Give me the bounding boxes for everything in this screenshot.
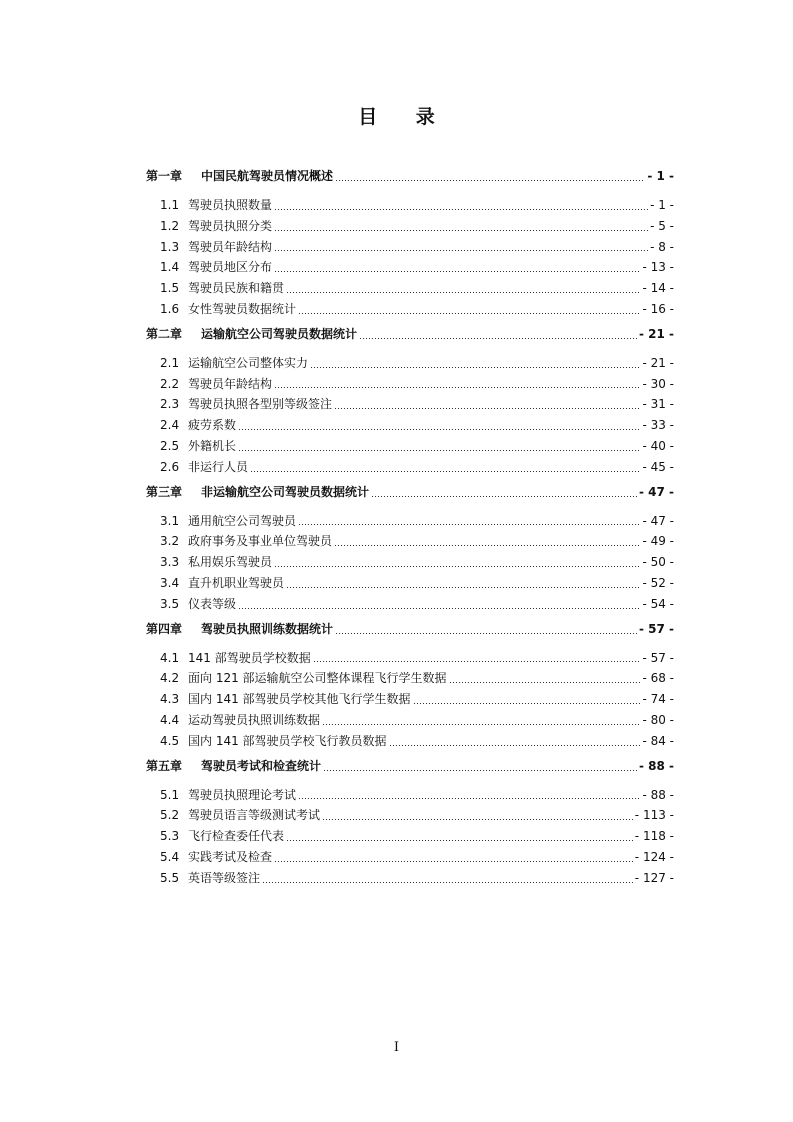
chapter-title: 运输航空公司驾驶员数据统计	[201, 326, 358, 341]
toc-section-entry[interactable]	[146, 511, 674, 532]
chapter-number: 第五章	[146, 758, 183, 773]
section-page-number: - 45 -	[642, 459, 674, 474]
section-number: 2.1	[160, 355, 180, 370]
dot-leader	[449, 682, 641, 683]
section-number: 2.4	[160, 418, 180, 433]
section-number: 4.5	[160, 733, 180, 748]
toc-section-entry[interactable]	[146, 648, 674, 669]
section-page-number: - 30 -	[642, 376, 674, 391]
toc-section-entry[interactable]	[146, 552, 674, 573]
dot-leader	[298, 798, 640, 799]
section-page-number: - 47 -	[642, 513, 674, 528]
toc-chapter-entry[interactable]	[146, 166, 674, 187]
section-number: 3.5	[160, 596, 180, 611]
section-page-number: - 57 -	[642, 650, 674, 665]
dot-leader	[359, 338, 637, 339]
section-number: 1.1	[160, 198, 180, 212]
section-list	[146, 785, 674, 889]
dot-leader	[334, 545, 640, 546]
section-title: 政府事务及事业单位驾驶员	[188, 534, 333, 549]
toc-section-entry[interactable]	[146, 353, 674, 374]
dot-leader	[323, 770, 637, 771]
toc-section-entry[interactable]	[146, 299, 674, 320]
section-title: 非运行人员	[188, 459, 249, 474]
toc-chapter-entry[interactable]	[146, 619, 674, 640]
section-page-number: - 54 -	[642, 596, 674, 611]
section-page-number: - 127 -	[634, 870, 674, 885]
chapter-title: 驾驶员执照训练数据统计	[201, 621, 334, 636]
section-number: 3.4	[160, 575, 180, 590]
section-title: 通用航空公司驾驶员	[188, 513, 297, 528]
chapter-page-number: - 47 -	[638, 484, 674, 499]
section-number: 1.6	[160, 301, 180, 316]
dot-leader	[274, 387, 640, 388]
section-number: 4.3	[160, 692, 180, 707]
section-page-number: - 49 -	[642, 534, 674, 549]
dot-leader	[389, 745, 641, 746]
dot-leader	[298, 524, 640, 525]
chapter-number: 第四章	[146, 621, 183, 636]
section-list	[146, 648, 674, 752]
dot-leader	[335, 633, 637, 634]
toc-section-entry[interactable]	[146, 594, 674, 615]
section-number: 2.2	[160, 376, 180, 391]
section-title: 英语等级签注	[188, 870, 261, 885]
section-page-number: - 118 -	[634, 829, 674, 844]
toc-chapter-entry[interactable]	[146, 756, 674, 777]
page-title: 目 录	[358, 106, 451, 128]
section-title: 驾驶员语言等级测试考试	[188, 808, 321, 823]
toc-section-entry[interactable]	[146, 731, 674, 752]
section-title: 驾驶员地区分布	[188, 260, 273, 275]
dot-leader	[274, 861, 633, 862]
section-title: 141 部驾驶员学校数据	[188, 650, 311, 665]
section-number: 2.6	[160, 459, 180, 474]
section-title: 驾驶员执照理论考试	[188, 787, 297, 802]
section-title: 私用娱乐驾驶员	[188, 555, 273, 570]
section-title: 面向 121 部运输航空公司整体课程飞行学生数据	[188, 671, 447, 686]
section-page-number: - 13 -	[642, 260, 674, 275]
section-title: 国内 141 部驾驶员学校飞行教员数据	[188, 733, 387, 748]
toc-section-entry[interactable]	[146, 195, 674, 216]
section-page-number: - 50 -	[642, 555, 674, 570]
chapter-title: 非运输航空公司驾驶员数据统计	[201, 484, 370, 499]
section-title: 驾驶员执照数量	[188, 198, 273, 212]
section-page-number: - 21 -	[642, 355, 674, 370]
section-title: 驾驶员民族和籍贯	[188, 281, 285, 296]
toc-section-entry[interactable]	[146, 805, 674, 826]
dot-leader	[274, 209, 648, 210]
chapter-group	[146, 619, 674, 752]
section-number: 2.3	[160, 397, 180, 412]
section-number: 3.2	[160, 534, 180, 549]
dot-leader	[286, 292, 640, 293]
section-page-number: - 31 -	[642, 397, 674, 412]
section-page-number: - 52 -	[642, 575, 674, 590]
toc-section-entry[interactable]	[146, 826, 674, 847]
toc-section-entry[interactable]	[146, 216, 674, 237]
toc-section-entry[interactable]	[146, 847, 674, 868]
chapter-page-number: - 88 -	[638, 758, 674, 773]
section-page-number: - 74 -	[642, 692, 674, 707]
section-list	[146, 511, 674, 615]
chapter-number: 第三章	[146, 484, 183, 499]
chapter-title: 驾驶员考试和检查统计	[201, 758, 322, 773]
section-title: 国内 141 部驾驶员学校其他飞行学生数据	[188, 692, 411, 707]
section-number: 4.2	[160, 671, 180, 686]
dot-leader	[286, 587, 640, 588]
dot-leader	[238, 450, 640, 451]
section-title: 女性驾驶员数据统计	[188, 301, 297, 316]
dot-leader	[274, 566, 640, 567]
section-title: 实践考试及检查	[188, 849, 273, 864]
section-page-number: - 80 -	[642, 712, 674, 727]
chapter-group	[146, 166, 674, 320]
section-list	[146, 195, 674, 320]
section-page-number: - 113 -	[634, 808, 674, 823]
dot-leader	[334, 408, 640, 409]
toc-chapter-entry[interactable]	[146, 482, 674, 503]
dot-leader	[322, 724, 640, 725]
dot-leader	[413, 703, 641, 704]
chapter-page-number: - 21 -	[638, 326, 674, 341]
section-number: 1.2	[160, 218, 180, 233]
section-page-number: - 5 -	[650, 218, 674, 233]
section-title: 驾驶员执照分类	[188, 218, 273, 233]
section-title: 运输航空公司整体实力	[188, 355, 309, 370]
toc-section-entry[interactable]	[146, 710, 674, 731]
section-page-number: - 8 -	[650, 239, 674, 254]
section-page-number: - 33 -	[642, 418, 674, 433]
section-title: 仪表等级	[188, 596, 237, 611]
dot-leader	[371, 496, 637, 497]
section-number: 5.5	[160, 870, 180, 885]
section-number: 4.1	[160, 650, 180, 665]
chapter-number: 第一章	[146, 169, 183, 183]
section-number: 4.4	[160, 712, 180, 727]
section-number: 1.3	[160, 239, 180, 254]
toc-section-entry[interactable]	[146, 668, 674, 689]
dot-leader	[335, 180, 645, 181]
chapter-page-number: - 57 -	[638, 621, 674, 636]
section-page-number: - 40 -	[642, 438, 674, 453]
section-number: 5.4	[160, 849, 180, 864]
table-of-contents	[146, 166, 674, 893]
section-page-number: - 88 -	[642, 787, 674, 802]
dot-leader	[262, 882, 633, 883]
toc-section-entry[interactable]	[146, 278, 674, 299]
section-page-number: - 1 -	[650, 198, 674, 212]
section-number: 5.1	[160, 787, 180, 802]
section-number: 3.1	[160, 513, 180, 528]
section-title: 飞行检查委任代表	[188, 829, 285, 844]
toc-chapter-entry[interactable]	[146, 324, 674, 345]
section-number: 1.4	[160, 260, 180, 275]
dot-leader	[274, 271, 640, 272]
dot-leader	[310, 367, 640, 368]
toc-section-entry[interactable]	[146, 415, 674, 436]
dot-leader	[250, 471, 640, 472]
dot-leader	[313, 661, 641, 662]
section-number: 1.5	[160, 281, 180, 296]
section-number: 2.5	[160, 438, 180, 453]
toc-section-entry[interactable]	[146, 868, 674, 889]
chapter-group	[146, 482, 674, 615]
section-title: 运动驾驶员执照训练数据	[188, 712, 321, 727]
section-title: 疲劳系数	[188, 418, 237, 433]
section-page-number: - 68 -	[642, 671, 674, 686]
toc-section-entry[interactable]	[146, 457, 674, 478]
section-title: 外籍机长	[188, 438, 237, 453]
section-page-number: - 14 -	[642, 281, 674, 296]
toc-section-entry[interactable]	[146, 257, 674, 278]
toc-section-entry[interactable]	[146, 374, 674, 395]
section-page-number: - 124 -	[634, 849, 674, 864]
dot-leader	[274, 250, 648, 251]
toc-section-entry[interactable]	[146, 573, 674, 594]
toc-section-entry[interactable]	[146, 531, 674, 552]
dot-leader	[274, 230, 648, 231]
chapter-title: 中国民航驾驶员情况概述	[201, 169, 334, 183]
section-title: 直升机职业驾驶员	[188, 575, 285, 590]
dot-leader	[238, 429, 640, 430]
section-number: 5.3	[160, 829, 180, 844]
section-title: 驾驶员执照各型别等级签注	[188, 397, 333, 412]
chapter-group	[146, 756, 674, 889]
toc-section-entry[interactable]	[146, 436, 674, 457]
toc-section-entry[interactable]	[146, 394, 674, 415]
section-list	[146, 353, 674, 478]
toc-section-entry[interactable]	[146, 785, 674, 806]
chapter-page-number: - 1 -	[647, 169, 674, 183]
section-title: 驾驶员年龄结构	[188, 376, 273, 391]
section-page-number: - 84 -	[642, 733, 674, 748]
section-number: 3.3	[160, 555, 180, 570]
section-title: 驾驶员年龄结构	[188, 239, 273, 254]
chapter-number: 第二章	[146, 326, 183, 341]
dot-leader	[238, 608, 640, 609]
section-number: 5.2	[160, 808, 180, 823]
page-number: I	[393, 1040, 400, 1055]
dot-leader	[286, 840, 633, 841]
chapter-group	[146, 324, 674, 478]
toc-section-entry[interactable]	[146, 689, 674, 710]
dot-leader	[298, 313, 640, 314]
section-page-number: - 16 -	[642, 301, 674, 316]
dot-leader	[322, 819, 633, 820]
toc-section-entry[interactable]	[146, 237, 674, 258]
